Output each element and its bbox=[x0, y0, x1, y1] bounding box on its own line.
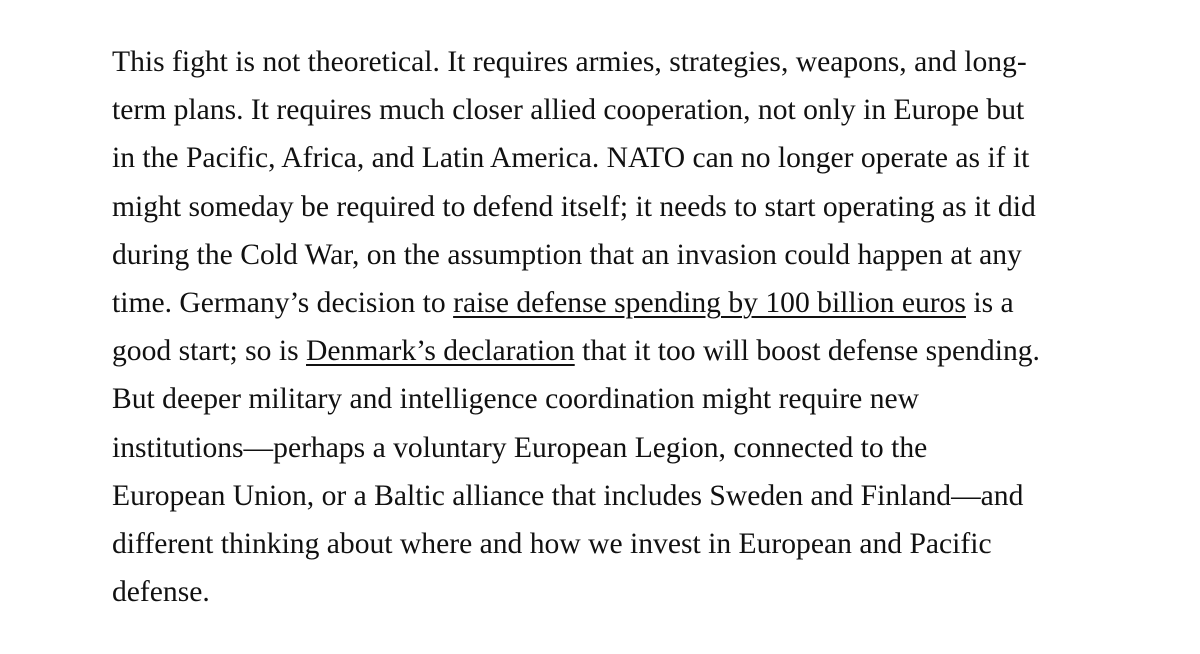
paragraph-text: that it too will boost defense spending. bbox=[574, 335, 1040, 368]
paragraph-line: different thinking about where and how we invest in European and Pacific bbox=[112, 528, 992, 561]
article-paragraph bbox=[112, 38, 1092, 616]
paragraph-text: good start; so is bbox=[112, 335, 307, 368]
paragraph-line: during the Cold War, on the assumption that an invasion could happen at any bbox=[112, 238, 1022, 271]
paragraph-line: in the Pacific, Africa, and Latin America. NATO can no longer operate as if it bbox=[112, 142, 1030, 175]
paragraph-line: might someday be required to defend itself; it needs to start operating as it did bbox=[112, 190, 1036, 223]
paragraph-text: time. Germany’s decision to bbox=[112, 287, 454, 320]
paragraph-line: But deeper military and intelligence coordination might require new bbox=[112, 383, 919, 416]
paragraph-line: European Union, or a Baltic alliance that includes Sweden and Finland—and bbox=[112, 479, 1024, 512]
paragraph-line: defense. bbox=[112, 576, 210, 609]
paragraph-text: is a bbox=[965, 287, 1014, 320]
germany-defense-spending-link[interactable]: raise defense spending by 100 billion euros bbox=[453, 287, 966, 320]
paragraph-line: This fight is not theoretical. It requires armies, strategies, weapons, and long- bbox=[112, 46, 1027, 78]
paragraph-line: institutions—perhaps a voluntary European Legion, connected to the bbox=[112, 431, 928, 464]
paragraph-line: term plans. It requires much closer allied cooperation, not only in Europe but bbox=[112, 94, 1025, 127]
paragraph-line bbox=[112, 279, 1092, 327]
article-body bbox=[112, 38, 1092, 616]
paragraph-line bbox=[112, 327, 1092, 375]
denmark-declaration-link[interactable]: Denmark’s declaration bbox=[306, 335, 575, 368]
